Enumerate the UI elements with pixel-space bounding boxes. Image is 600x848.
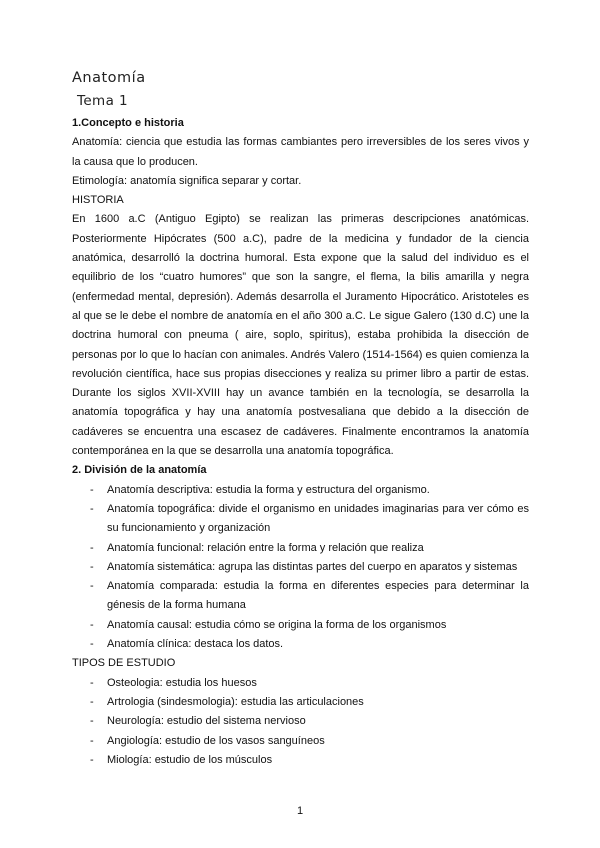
document-title: Anatomía xyxy=(72,70,146,86)
section-heading-concepto: 1.Concepto e historia xyxy=(72,117,184,129)
page-number: 1 xyxy=(296,805,304,817)
list-item: - Osteologia: estudia los huesos xyxy=(72,674,529,693)
history-paragraph: En 1600 a.C (Antiguo Egipto) se realizan las primeras descripciones anatómicas. Posteriormente Hipócrates (500 a.C), padre de la medicina y fundador de la ciencia anatómica, desarrolló la doctrina humoral. Esta expone que la salud del individuo es el equilibrio de los “cuatro humores” que son la sangre, el flema, la bilis amarilla y negra (enfermedad mental, depresión). Además desarrolla el Juramento Hipocrático. Aristoteles es al que se le debe el nombre de anatomía en el año 300 a.C. Le sigue Galero (130 d.C) une la doctrina humoral con pneuma ( aire, soplo, spiritus), estaba prohibida la disección de personas por lo que lo hacían con animales. Andrés Valero (1514-1564) es quien comienza la revolución científica, hace sus propias disecciones y realiza su primer libro a partir de estas. Durante los siglos XVII-XVIII hay un avance también en la tecnología, se desarrolla la anatomía topográfica y hay una anatomía postvesaliana que debido a la disección de cadáveres se encuentra una escasez de cadáveres. Finalmente encontramos la anatomía contemporánea en la que se desarrolla una anatomía topográfica. xyxy=(72,213,529,458)
list-item: - Neurología: estudio del sistema nervioso xyxy=(72,712,529,731)
list-item: - Artrologia (sindesmologia): estudia las articulaciones xyxy=(72,693,529,712)
etymology-paragraph: Etimología: anatomía significa separar y cortar. xyxy=(72,174,302,187)
document-subtitle: Tema 1 xyxy=(77,93,128,109)
division-list xyxy=(72,481,529,655)
study-types-label: TIPOS DE ESTUDIO xyxy=(72,657,176,670)
list-item: - Anatomía causal: estudia cómo se origina la forma de los organismos xyxy=(72,616,529,635)
list-item: - Anatomía descriptiva: estudia la forma y estructura del organismo. xyxy=(72,481,529,500)
list-item: - Anatomía funcional: relación entre la forma y relación que realiza xyxy=(72,539,529,558)
list-item: - Anatomía sistemática: agrupa las distintas partes del cuerpo en aparatos y sistemas xyxy=(72,558,529,577)
history-label: HISTORIA xyxy=(72,194,124,207)
definition-paragraph: Anatomía: ciencia que estudia las formas cambiantes pero irreversibles de los seres vivos y la causa que lo producen. xyxy=(72,136,529,168)
list-item: - Miología: estudio de los músculos xyxy=(72,751,529,770)
study-types-list xyxy=(72,674,529,770)
section-heading-division: 2. División de la anatomía xyxy=(72,464,207,477)
list-item: - Anatomía clínica: destaca los datos. xyxy=(72,635,529,654)
list-item: - Anatomía topográfica: divide el organismo en unidades imaginarias para ver cómo es su funcionamiento y organización xyxy=(72,500,529,539)
list-item: - Angiología: estudio de los vasos sanguíneos xyxy=(72,732,529,751)
list-item: - Anatomía comparada: estudia la forma en diferentes especies para determinar la génesis de la forma humana xyxy=(72,577,529,616)
document-body xyxy=(72,114,529,770)
